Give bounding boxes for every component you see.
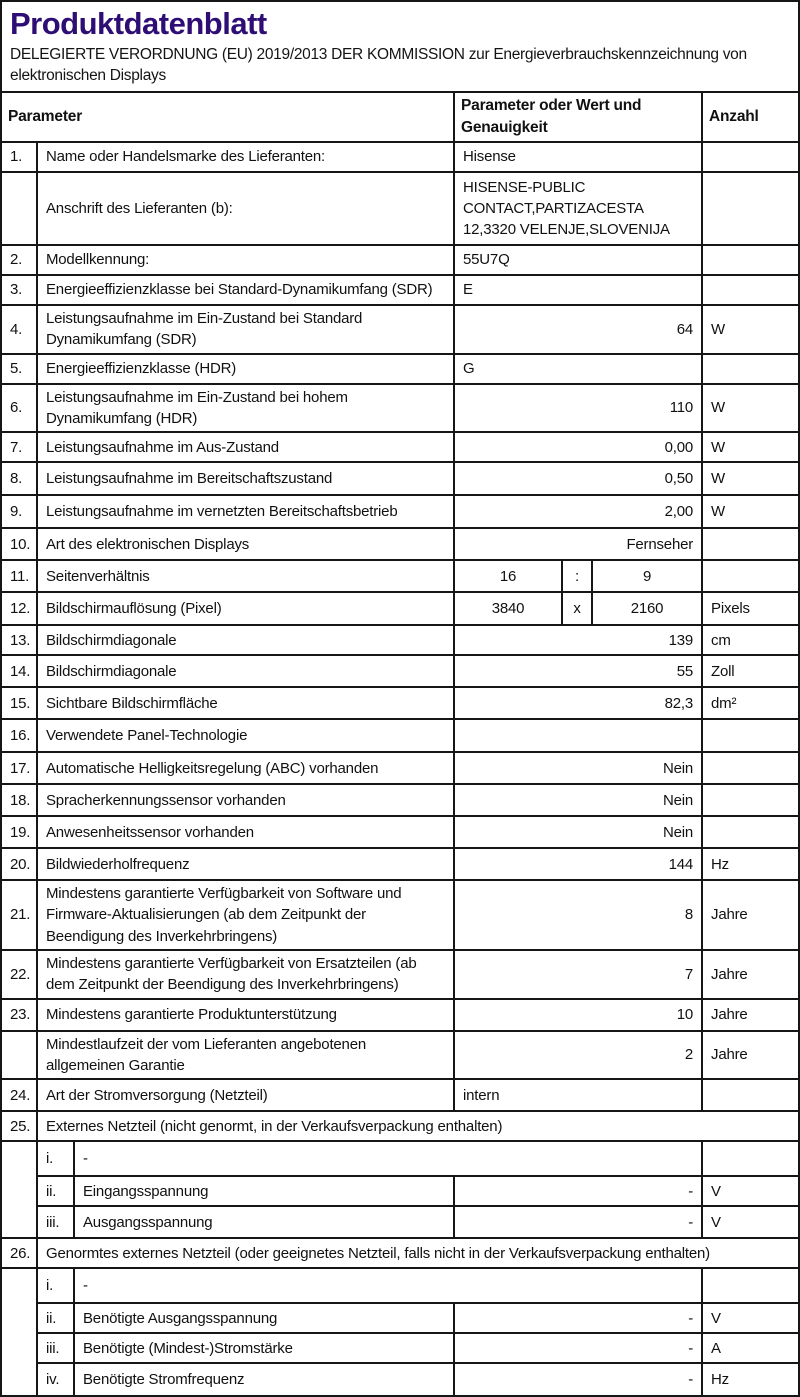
param-value: 7	[454, 950, 702, 999]
header-parameter: Parameter	[2, 93, 454, 142]
row-num: 19.	[2, 816, 37, 848]
param-value: G	[454, 354, 702, 384]
row-num: 14.	[2, 655, 37, 687]
param-value: -	[454, 1333, 702, 1363]
param-unit	[702, 245, 798, 275]
param-label: Art der Stromversorgung (Netzteil)	[37, 1079, 454, 1111]
sub-row-num: iii.	[37, 1206, 74, 1238]
row-num: 2.	[2, 245, 37, 275]
document-header	[2, 2, 798, 93]
param-label: Leistungsaufnahme im Aus-Zustand	[37, 432, 454, 462]
header-value: Parameter oder Wert und Genauigkeit	[454, 93, 702, 142]
param-value: Hisense	[454, 142, 702, 172]
param-unit	[702, 1141, 798, 1176]
table-header-row	[2, 93, 798, 142]
table-row	[2, 655, 798, 687]
param-value: Nein	[454, 816, 702, 848]
table-row	[2, 752, 798, 784]
table-row	[2, 305, 798, 354]
resolution-separator: x	[562, 592, 592, 625]
table-row	[2, 275, 798, 305]
param-value: 55	[454, 655, 702, 687]
row-num: 1.	[2, 142, 37, 172]
ratio-separator: :	[562, 560, 592, 592]
param-unit: W	[702, 305, 798, 354]
spec-table	[2, 93, 798, 1395]
table-row	[2, 432, 798, 462]
sub-row-num: ii.	[37, 1176, 74, 1206]
param-unit	[702, 816, 798, 848]
table-row	[2, 528, 798, 560]
sub-row-num: ii.	[37, 1303, 74, 1333]
param-unit: Zoll	[702, 655, 798, 687]
page-subtitle: DELEGIERTE VERORDNUNG (EU) 2019/2013 DER KOMMISSION zur Energieverbrauchskennzeichnung von elektronischen Displays	[10, 45, 747, 84]
param-unit	[702, 1268, 798, 1303]
table-row	[2, 142, 798, 172]
ratio-height: 9	[592, 560, 702, 592]
param-unit	[702, 560, 798, 592]
row-num: 25.	[2, 1111, 37, 1141]
table-row	[2, 354, 798, 384]
table-row	[2, 719, 798, 752]
sub-row-num: iii.	[37, 1333, 74, 1363]
param-label: Verwendete Panel-Technologie	[37, 719, 454, 752]
param-label: Ausgangsspannung	[74, 1206, 454, 1238]
table-row	[2, 1031, 798, 1080]
row-num: 26.	[2, 1238, 37, 1268]
sub-row-num: i.	[37, 1268, 74, 1303]
param-unit: Hz	[702, 1363, 798, 1395]
param-unit: W	[702, 462, 798, 495]
sub-row	[2, 1268, 798, 1303]
param-label: Bildwiederholfrequenz	[37, 848, 454, 880]
param-value: 10	[454, 999, 702, 1031]
param-label: Energieeffizienzklasse bei Standard-Dynamikumfang (SDR)	[37, 275, 454, 305]
param-value: -	[454, 1363, 702, 1395]
row-num: 7.	[2, 432, 37, 462]
param-unit: Pixels	[702, 592, 798, 625]
param-label: Anwesenheitssensor vorhanden	[37, 816, 454, 848]
param-unit	[702, 528, 798, 560]
param-unit: Jahre	[702, 950, 798, 999]
table-row	[2, 848, 798, 880]
param-unit: Jahre	[702, 999, 798, 1031]
row-num: 8.	[2, 462, 37, 495]
param-value: 139	[454, 625, 702, 655]
table-row	[2, 495, 798, 528]
param-label: Leistungsaufnahme im Ein-Zustand bei Standard Dynamikumfang (SDR)	[37, 305, 454, 354]
param-value: HISENSE-PUBLIC CONTACT,PARTIZACESTA 12,3320 VELENJE,SLOVENIJA	[454, 172, 702, 245]
section-row	[2, 1238, 798, 1268]
param-label: Benötigte Ausgangsspannung	[74, 1303, 454, 1333]
section-label: Genormtes externes Netzteil (oder geeignetes Netzteil, falls nicht in der Verkaufsverpackung enthalten)	[37, 1238, 798, 1268]
section-row	[2, 1111, 798, 1141]
row-num: 22.	[2, 950, 37, 999]
param-label: Mindestens garantierte Verfügbarkeit von Ersatzteilen (ab dem Zeitpunkt der Beendigung des Inverkehrbringens)	[37, 950, 454, 999]
row-num-spacer	[2, 1268, 37, 1395]
param-unit	[702, 172, 798, 245]
param-label: Benötigte (Mindest-)Stromstärke	[74, 1333, 454, 1363]
param-value: 8	[454, 880, 702, 950]
row-num: 20.	[2, 848, 37, 880]
param-value: 64	[454, 305, 702, 354]
ratio-width: 16	[454, 560, 562, 592]
table-row	[2, 880, 798, 950]
param-unit: W	[702, 384, 798, 433]
row-num: 17.	[2, 752, 37, 784]
row-num: 9.	[2, 495, 37, 528]
param-label: Eingangsspannung	[74, 1176, 454, 1206]
param-label: Mindestens garantierte Verfügbarkeit von Software und Firmware-Aktualisierungen (ab dem Zeitpunkt der Beendigung des Inverkehrbringens)	[37, 880, 454, 950]
param-value: -	[74, 1141, 702, 1176]
param-value: 2,00	[454, 495, 702, 528]
param-value: Nein	[454, 752, 702, 784]
row-num: 11.	[2, 560, 37, 592]
param-value: 82,3	[454, 687, 702, 719]
param-value: 110	[454, 384, 702, 433]
param-label: Seitenverhältnis	[37, 560, 454, 592]
param-label: Bildschirmdiagonale	[37, 625, 454, 655]
param-unit: W	[702, 495, 798, 528]
param-value: -	[454, 1206, 702, 1238]
sub-row	[2, 1303, 798, 1333]
table-row	[2, 592, 798, 625]
row-num: 12.	[2, 592, 37, 625]
param-label: Spracherkennungssensor vorhanden	[37, 784, 454, 816]
table-row	[2, 625, 798, 655]
row-num: 4.	[2, 305, 37, 354]
param-value: 55U7Q	[454, 245, 702, 275]
row-num: 23.	[2, 999, 37, 1031]
row-num: 3.	[2, 275, 37, 305]
param-value: 144	[454, 848, 702, 880]
table-row	[2, 462, 798, 495]
sub-row	[2, 1363, 798, 1395]
row-num: 10.	[2, 528, 37, 560]
param-unit: dm²	[702, 687, 798, 719]
param-label: Benötigte Stromfrequenz	[74, 1363, 454, 1395]
param-unit	[702, 719, 798, 752]
param-label: Mindestens garantierte Produktunterstützung	[37, 999, 454, 1031]
table-row	[2, 999, 798, 1031]
table-row	[2, 950, 798, 999]
row-num: 5.	[2, 354, 37, 384]
table-row	[2, 172, 798, 245]
section-label: Externes Netzteil (nicht genormt, in der Verkaufsverpackung enthalten)	[37, 1111, 798, 1141]
table-row	[2, 1079, 798, 1111]
row-num: 18.	[2, 784, 37, 816]
param-label: Bildschirmdiagonale	[37, 655, 454, 687]
param-label: Energieeffizienzklasse (HDR)	[37, 354, 454, 384]
resolution-height: 2160	[592, 592, 702, 625]
param-label: Modellkennung:	[37, 245, 454, 275]
row-num: 15.	[2, 687, 37, 719]
param-unit	[702, 275, 798, 305]
table-row	[2, 245, 798, 275]
param-value: -	[454, 1303, 702, 1333]
param-value: Nein	[454, 784, 702, 816]
param-unit: W	[702, 432, 798, 462]
sub-row	[2, 1333, 798, 1363]
param-unit: A	[702, 1333, 798, 1363]
sub-row	[2, 1176, 798, 1206]
param-unit: Hz	[702, 848, 798, 880]
param-value: -	[74, 1268, 702, 1303]
row-num: 6.	[2, 384, 37, 433]
param-label: Anschrift des Lieferanten (b):	[37, 172, 454, 245]
row-num	[2, 172, 37, 245]
table-row	[2, 784, 798, 816]
param-label: Name oder Handelsmarke des Lieferanten:	[37, 142, 454, 172]
param-unit: V	[702, 1303, 798, 1333]
sub-row	[2, 1206, 798, 1238]
param-unit	[702, 752, 798, 784]
param-label: Leistungsaufnahme im Bereitschaftszustand	[37, 462, 454, 495]
row-num: 16.	[2, 719, 37, 752]
param-value: E	[454, 275, 702, 305]
param-label: Art des elektronischen Displays	[37, 528, 454, 560]
row-num: 24.	[2, 1079, 37, 1111]
table-row	[2, 687, 798, 719]
param-unit: cm	[702, 625, 798, 655]
param-label: Leistungsaufnahme im vernetzten Bereitschaftsbetrieb	[37, 495, 454, 528]
param-value: Fernseher	[454, 528, 702, 560]
row-num: 13.	[2, 625, 37, 655]
param-label: Leistungsaufnahme im Ein-Zustand bei hohem Dynamikumfang (HDR)	[37, 384, 454, 433]
param-unit	[702, 1079, 798, 1111]
param-unit: V	[702, 1206, 798, 1238]
param-label: Sichtbare Bildschirmfläche	[37, 687, 454, 719]
param-unit	[702, 784, 798, 816]
resolution-width: 3840	[454, 592, 562, 625]
param-unit: Jahre	[702, 880, 798, 950]
param-value	[454, 719, 702, 752]
param-label: Automatische Helligkeitsregelung (ABC) vorhanden	[37, 752, 454, 784]
page-title: Produktdatenblatt	[10, 6, 267, 41]
sub-row	[2, 1141, 798, 1176]
param-value: 2	[454, 1031, 702, 1080]
param-value: -	[454, 1176, 702, 1206]
sub-row-num: iv.	[37, 1363, 74, 1395]
row-num	[2, 1031, 37, 1080]
row-num-spacer	[2, 1141, 37, 1238]
param-label: Mindestlaufzeit der vom Lieferanten angebotenen allgemeinen Garantie	[37, 1031, 454, 1080]
param-value: 0,50	[454, 462, 702, 495]
param-unit: V	[702, 1176, 798, 1206]
param-label: Bildschirmauflösung (Pixel)	[37, 592, 454, 625]
table-row	[2, 384, 798, 433]
param-unit	[702, 354, 798, 384]
table-row	[2, 816, 798, 848]
param-unit	[702, 142, 798, 172]
param-value: 0,00	[454, 432, 702, 462]
table-row	[2, 560, 798, 592]
row-num: 21.	[2, 880, 37, 950]
param-value: intern	[454, 1079, 702, 1111]
param-unit: Jahre	[702, 1031, 798, 1080]
header-unit: Anzahl	[702, 93, 798, 142]
sub-row-num: i.	[37, 1141, 74, 1176]
